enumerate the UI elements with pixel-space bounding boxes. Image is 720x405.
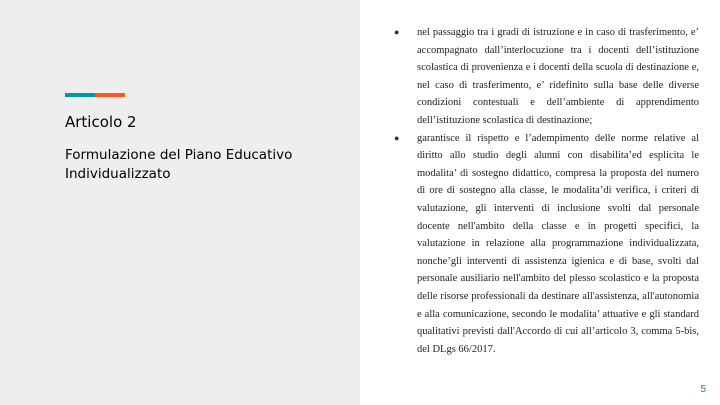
bullet-text: garantisce il rispetto e l’adempimento delle norme relative al diritto allo studio degli alunni con disabilita’ed esplicita le modalita’ di sostegno didattico, compresa la proposta del numero di ore di sostegno alla classe, le modalita’di verifica, i criteri di valutazione, gli interventi di inclusione svolti dal personale docente nell'ambito della classe e in progetti specifici, la valutazione in relazione alla programmazione individualizzata, nonche’gli interventi di assistenza igienica e di base, svolti dal personale ausiliario nell'ambito del plesso scolastico e la proposta delle risorse professionali da destinare all'assistenza, all'autonomia e alla comunicazione, secondo le modalita’ attuative e gli standard qualitativi previsti dall'Accordo di cui all’articolo 3, comma 5-bis, del DLgs 66/2017. — [417, 132, 699, 355]
accent-bar-teal — [65, 93, 95, 97]
list-item — [392, 130, 699, 359]
content-area — [392, 24, 699, 358]
article-title: Articolo 2 — [65, 113, 137, 131]
bullet-text: nel passaggio tra i gradi di istruzione e in caso di trasferimento, e’ accompagnato dall’interlocuzione tra i docenti dell’istituzione scolastica di provenienza e i docenti della scuola di destinazione e, nel caso di trasferimento, e’ ridefinito sulla base delle diverse condizioni contestuali e dell’ambiente di apprendimento dell’istituzione scolastica di destinazione; — [417, 27, 699, 126]
bullet-dot-icon: ● — [394, 27, 400, 37]
bullet-dot-icon: ● — [394, 132, 400, 143]
accent-bar-orange — [95, 93, 125, 97]
page-number: 5 — [700, 384, 706, 395]
slide-subtitle: Formulazione del Piano Educativo Individualizzato — [65, 147, 293, 182]
bullet-list — [392, 24, 699, 358]
list-item — [392, 24, 699, 130]
